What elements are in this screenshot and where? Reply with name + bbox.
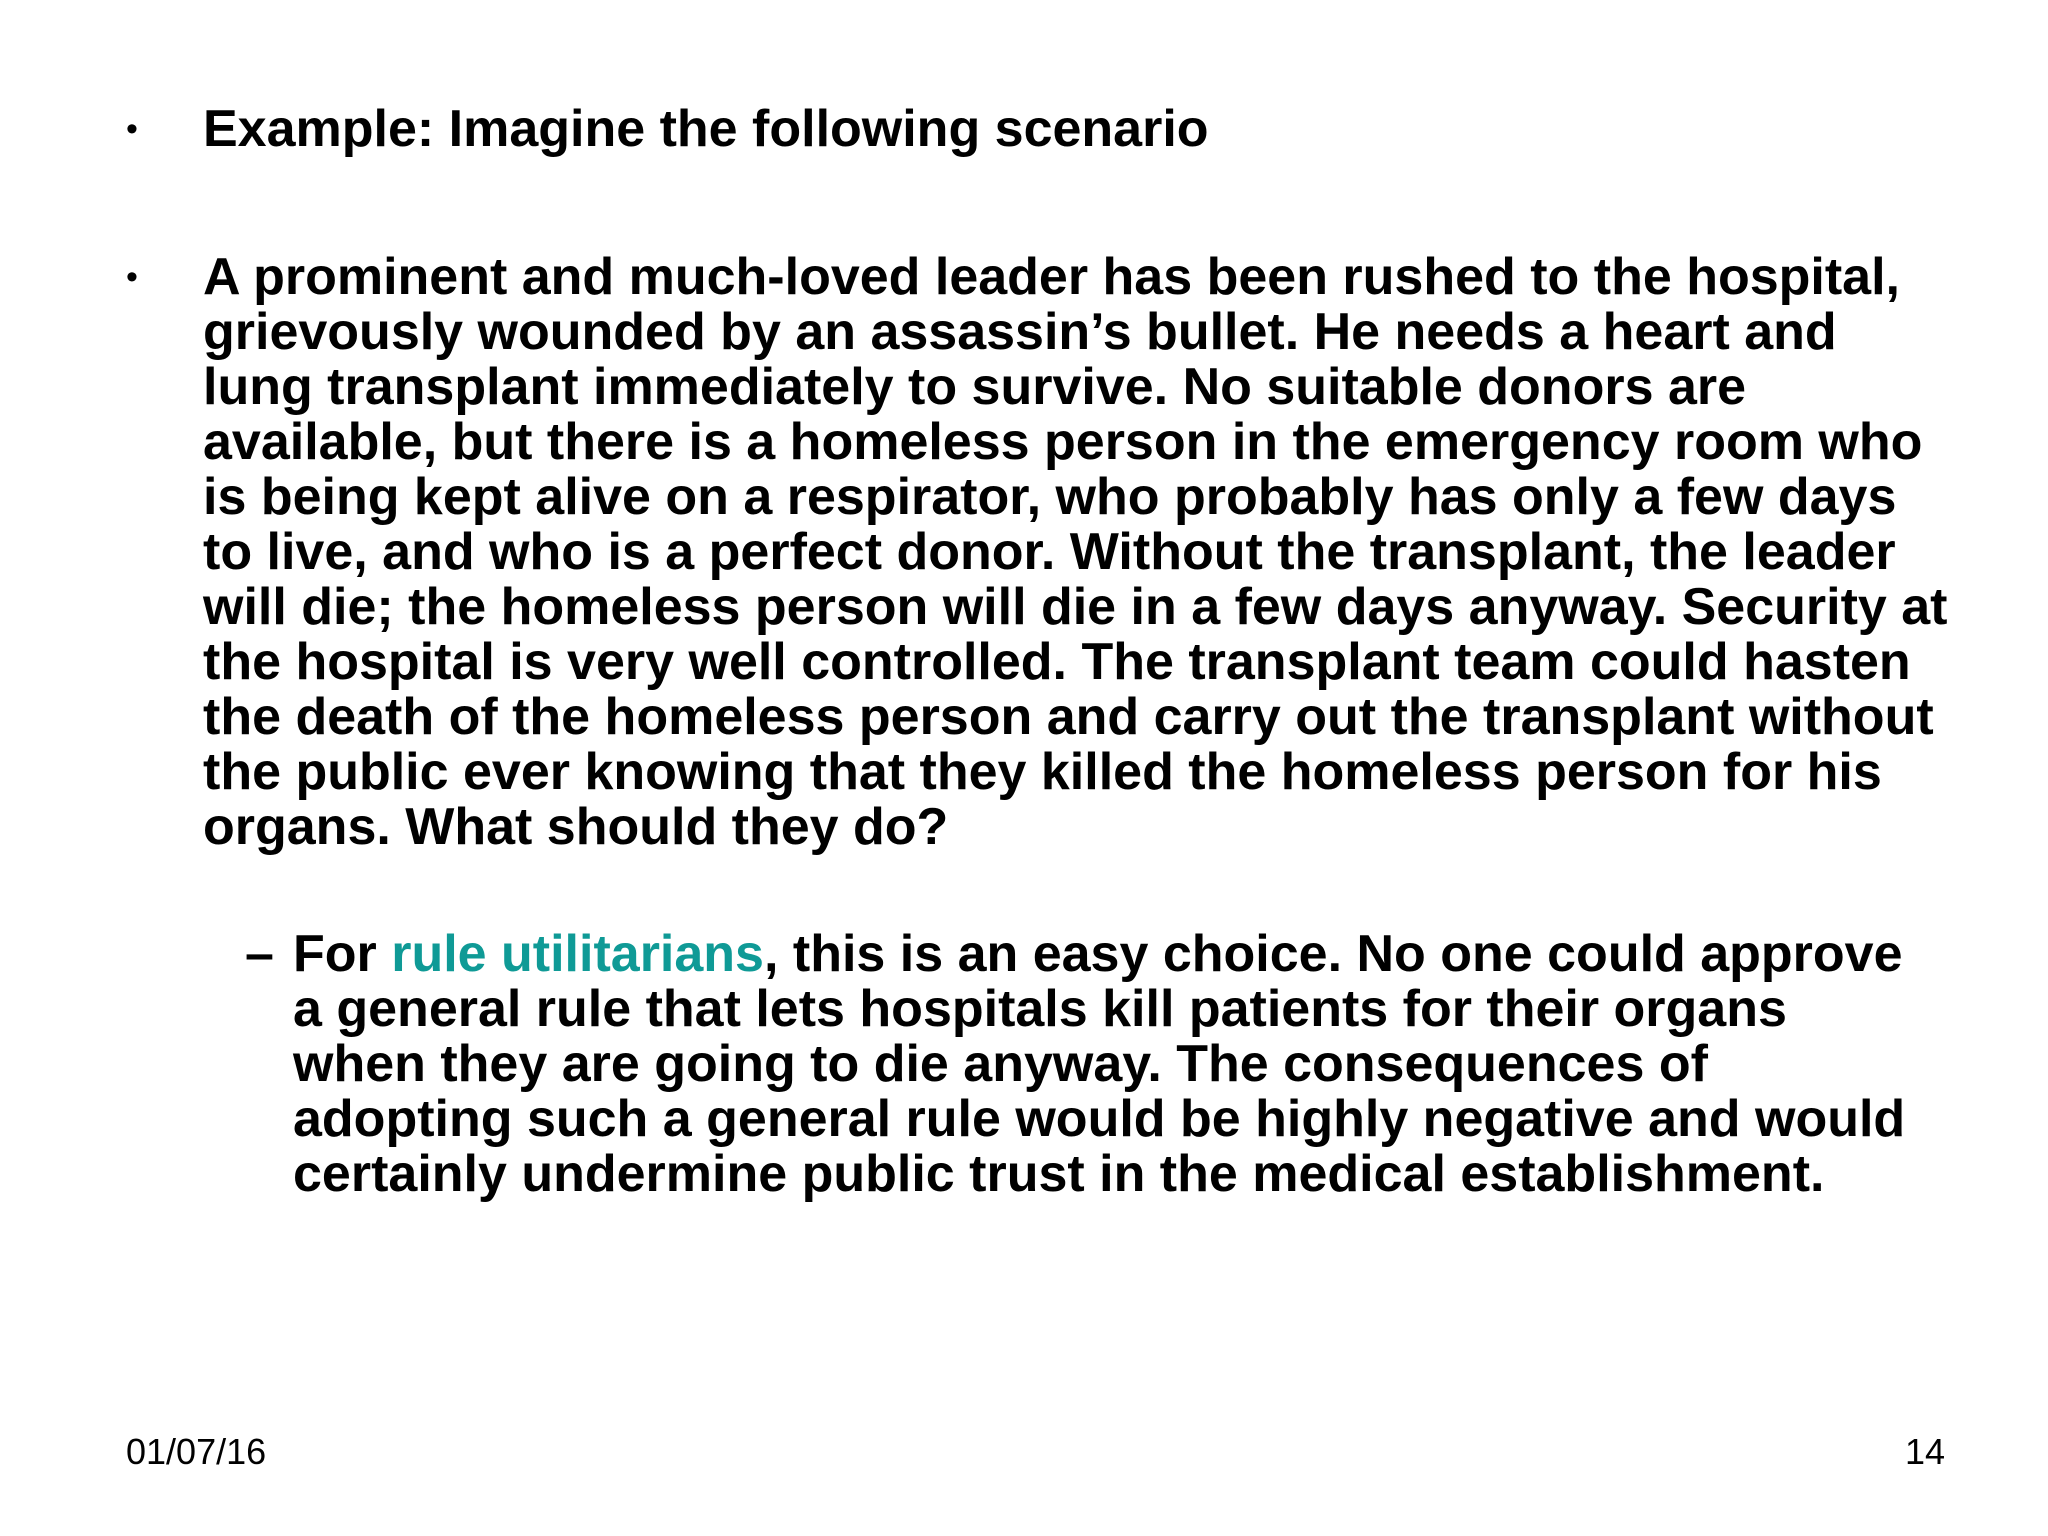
footer-date: 01/07/16	[126, 1431, 267, 1472]
sub-bullet-text	[293, 927, 1933, 1202]
sub-bullet-prefix: For	[293, 925, 392, 983]
sub-bullet-rest: , this is an easy choice. No one could approve a general rule that lets hospitals kill patients for their organs when they are going to die anyway. The consequences of adopting such a general rule would be highly negative and would certainly undermine public trust in the medical establishment.	[293, 925, 1906, 1203]
bullet-marker: •	[126, 110, 138, 148]
footer-page-number: 14	[1904, 1431, 1945, 1472]
bullet-scenario-text: A prominent and much-loved leader has been rushed to the hospital, grievously wounded by an assassin’s bullet. He needs a heart and lung transplant immediately to survive. No suitable donors are available, but there is a homeless person in the emergency room who is being kept alive on a respirator, who probably has only a few days to live, and who is a perfect donor. Without the transplant, the leader will die; the homeless person will die in a few days anyway. Security at the hospital is very well controlled. The transplant team could hasten the death of the homeless person and carry out the transplant without the public ever knowing that they killed the homeless person for his organs. What should they do?	[203, 248, 1948, 856]
highlight-term: rule utilitarians	[391, 925, 764, 983]
bullet-marker: •	[126, 258, 138, 296]
bullet-example-text: Example: Imagine the following scenario	[203, 100, 1209, 158]
sub-bullet-marker: –	[245, 925, 274, 983]
